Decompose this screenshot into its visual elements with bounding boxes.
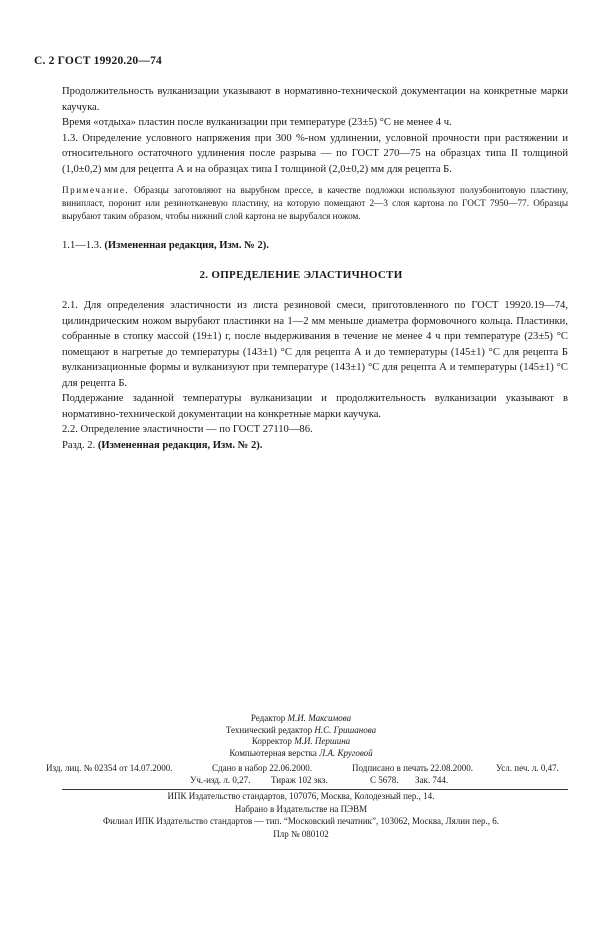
credit-name: Н.С. Гришанова [314, 724, 377, 735]
credit-name: М.И. Максимова [287, 713, 352, 723]
imprint-line: Набрано в Издательстве на ПЭВМ [234, 803, 368, 814]
note-label: Примечание. [62, 185, 130, 195]
paragraph-2-1: 2.1. Для определения эластичности из листа резиновой смеси, приготовленного по ГОСТ 19920.19—74, цилиндрическим ножом вырубают пластинки на 1—2 мм меньше диаметра формовочного кольца. Пластинки, собранные в стопку массой (19±1) г, после выдерживания в течение не менее 4 ч при температуре (23±5) °С помещают в нагретые до температуры (143±1) °С для рецепта А и до температуры (145±1) °С для рецепта Б вулканизационные формы и вулканизуют при температуре (143±1) °С для рецепта А и температуры (145±1) °С для рецепта Б. [62, 300, 568, 389]
paragraph-2-2: 2.2. Определение эластичности — по ГОСТ 27110—86. [62, 424, 313, 435]
credit-editor [0, 713, 602, 725]
imprint-line: Плр № 080102 [273, 828, 329, 839]
order-code: С 5678. [370, 775, 399, 785]
note-block [62, 184, 568, 224]
order-number: Зак. 744. [415, 775, 449, 785]
paragraph-rest-time: Время «отдыха» пластин после вулканизации при температуре (23±5) °С не менее 4 ч. [62, 117, 452, 128]
credit-role: Редактор [250, 713, 288, 723]
credits-block [0, 713, 602, 759]
credit-name: М.И. Першина [294, 736, 351, 746]
credit-role: Технический редактор [225, 724, 315, 735]
print-run: Тираж 102 экз. [271, 775, 328, 785]
paragraph-2-1-b: Поддержание заданной температуры вулканизации и продолжительность вулканизации указывают в нормативно-технической документации на конкретные марки каучука. [62, 393, 568, 420]
credit-role: Корректор [251, 736, 295, 746]
section2-body [62, 298, 568, 453]
page-header: С. 2 ГОСТ 19920.20—74 [34, 55, 162, 67]
paragraph-1-3: 1.3. Определение условного напряжения при 300 %-ном удлинении, условной прочности при растяжении и относительного остаточного удлинения после разрыва — по ГОСТ 270—75 на образцах типа II толщиной (1,0±0,2) мм для рецепта А и на образцах типа I толщиной (2,0±0,2) мм для рецепта Б. [62, 132, 568, 175]
amendment-1-prefix: 1.1—1.3. [62, 240, 105, 251]
credit-layout [0, 748, 602, 760]
paragraph-vulcanization-duration: Продолжительность вулканизации указывают в нормативно-технической документации на конкретные марки каучука. [62, 86, 568, 113]
amendment-1 [62, 238, 568, 254]
credit-corrector [0, 736, 602, 748]
sent-to-set: Сдано в набор 22.06.2000. [212, 763, 313, 773]
imprint-line: ИПК Издательство стандартов, 107076, Москва, Колодезный пер., 14. [167, 791, 435, 801]
edition-sheets: Уч.-изд. л. 0,27. [190, 775, 251, 785]
section1-continuation [62, 84, 568, 177]
amendment-2 [62, 438, 568, 454]
credit-role: Компьютерная верстка [229, 747, 320, 758]
section-2-title: 2. ОПРЕДЕЛЕНИЕ ЭЛАСТИЧНОСТИ [199, 269, 403, 281]
license-info: Изд. лиц. № 02354 от 14.07.2000. [46, 763, 173, 773]
print-sheets: Усл. печ. л. 0,47. [496, 763, 559, 773]
signed-to-print: Подписано в печать 22.08.2000. [352, 763, 474, 773]
imprint-line: Филиал ИПК Издательство стандартов — тип. “Московский печатник”, 103062, Москва, Лялин пер., 6. [103, 816, 499, 826]
amendment-1-note: (Измененная редакция, Изм. № 2). [104, 240, 269, 251]
amendment-2-note: (Измененная редакция, Изм. № 2). [97, 439, 263, 451]
imprint-block [0, 790, 602, 840]
credit-name: Л.А. Круговой [319, 747, 373, 758]
credit-tech-editor [0, 725, 602, 737]
note-text: Образцы заготовляют на вырубном прессе, в качестве подложки используют полуэбонитовую пластину, винипласт, поронит или резинотканевую пластину, на которую помещают 2—3 слоя картона по ГОСТ 7950—77. Образцы вырубают таким образом, чтобы нижний слой картона не вырубался ножом. [62, 185, 568, 222]
amendment-2-prefix: Разд. 2. [62, 439, 98, 451]
